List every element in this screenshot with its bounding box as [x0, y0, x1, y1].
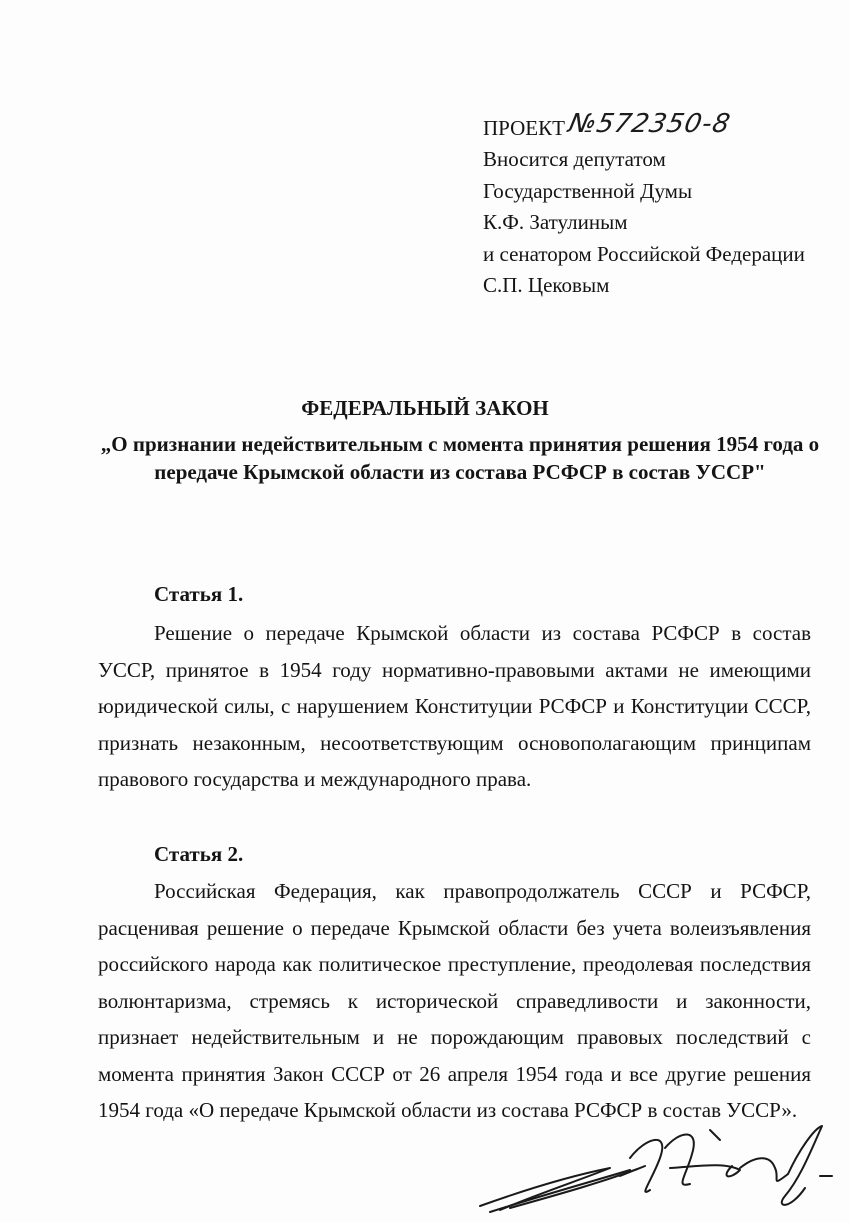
law-title: ФЕДЕРАЛЬНЫЙ ЗАКОН	[301, 396, 549, 420]
senator-name: С.П. Цековым	[483, 273, 610, 297]
article-1-text: Решение о передаче Крымской области из состава РСФСР в состав УССР, принятое в 1954 году нормативно-правовыми актами не имеющими юридической силы, с нарушением Конституции РСФСР и Конституции СССР, признать незаконным, несоответствующим основополагающим принципам правового государства и международного права.	[98, 621, 811, 791]
deputy-name: К.Ф. Затулиным	[483, 210, 628, 234]
article-2-text: Российская Федерация, как правопродолжатель СССР и РСФСР, расценивая решение о передаче Крымской области без учета волеизъявления российского народа как политическое преступление, преодолевая последствия волюнтаризма, стремясь к исторической справедливости и законности, признает недействительным и не порождающим правовых последствий с момента принятия Закон СССР от 26 апреля 1954 года и все другие решения 1954 года «О передаче Крымской области из состава РСФСР в состав УССР».	[98, 879, 811, 1122]
submission-header	[483, 108, 828, 302]
project-line	[483, 108, 828, 144]
submitted-by-line: Вносится депутатом	[483, 147, 666, 171]
state-duma-line: Государственной Думы	[483, 178, 693, 203]
handwritten-signature	[470, 1118, 840, 1218]
project-label: ПРОЕКТ	[483, 116, 565, 140]
article-2-heading: Статья 2.	[154, 842, 244, 866]
senator-line: и сенатором Российской Федерации	[483, 241, 805, 266]
handwritten-project-number: №572350-8	[565, 109, 734, 139]
law-subtitle: „О признании недействительным с момента принятия решения 1954 года о передаче Крымской области из состава РСФСР в состав УССР"	[100, 432, 820, 484]
article-1-heading: Статья 1.	[154, 582, 244, 606]
